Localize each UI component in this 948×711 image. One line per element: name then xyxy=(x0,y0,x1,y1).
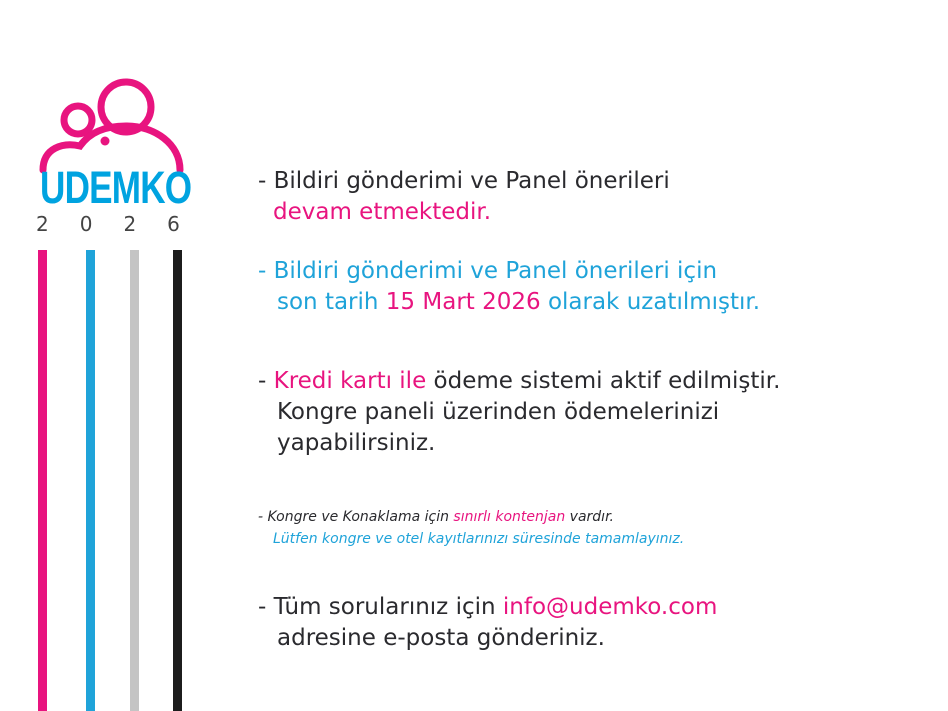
notice-3-line-2: Kongre paneli üzerinden ödemelerinizi xyxy=(277,399,720,425)
notice-3-line-1 xyxy=(258,366,780,397)
credit-card-highlight: Kredi kartı ile xyxy=(273,368,427,394)
notice-5-pre: - Tüm sorularınız için xyxy=(258,594,503,620)
notice-3-rest: ödeme sistemi aktif edilmiştir. xyxy=(426,368,781,394)
logo-wordmark: UDEMKO xyxy=(40,162,192,213)
notice-5-line-2: adresine e-posta gönderiniz. xyxy=(277,625,605,651)
stripe-gray xyxy=(130,250,139,711)
notice-2-line-1: - Bildiri gönderimi ve Panel önerileri için xyxy=(258,258,718,284)
notice-4-post: vardır. xyxy=(565,509,614,525)
notice-2-line-2-post: olarak uzatılmıştır. xyxy=(540,289,761,315)
notice-4-line-2: Lütfen kongre ve otel kayıtlarınızı süresinde tamamlayınız. xyxy=(273,531,685,547)
notice-limited-quota xyxy=(258,506,684,550)
notice-3-line-3: yapabilirsiniz. xyxy=(277,430,436,456)
notice-deadline-extended xyxy=(258,256,760,318)
stripe-blue xyxy=(86,250,95,711)
limited-quota-highlight: sınırlı kontenjan xyxy=(453,509,566,525)
notice-1-line-1: - Bildiri gönderimi ve Panel önerileri xyxy=(258,168,670,194)
notice-4-pre: - Kongre ve Konaklama için xyxy=(258,509,454,525)
notice-contact xyxy=(258,592,717,654)
logo-head-left xyxy=(64,106,92,134)
logo-dot xyxy=(101,137,110,146)
notice-submission-ongoing xyxy=(258,166,670,228)
logo-year: 2026 xyxy=(36,212,211,236)
notice-2-line-2 xyxy=(258,287,760,318)
notice-5-line-1 xyxy=(258,592,717,623)
notice-2-line-2-pre: son tarih xyxy=(277,289,386,315)
notice-credit-card-payment xyxy=(258,366,780,459)
notice-4-line-1 xyxy=(258,506,684,528)
stripe-pink xyxy=(38,250,47,711)
stripe-black xyxy=(173,250,182,711)
notice-3-prefix: - xyxy=(258,368,274,394)
deadline-date: 15 Mart 2026 xyxy=(385,289,541,315)
notice-1-line-2: devam etmektedir. xyxy=(273,199,492,225)
contact-email-link[interactable]: info@udemko.com xyxy=(502,594,718,620)
